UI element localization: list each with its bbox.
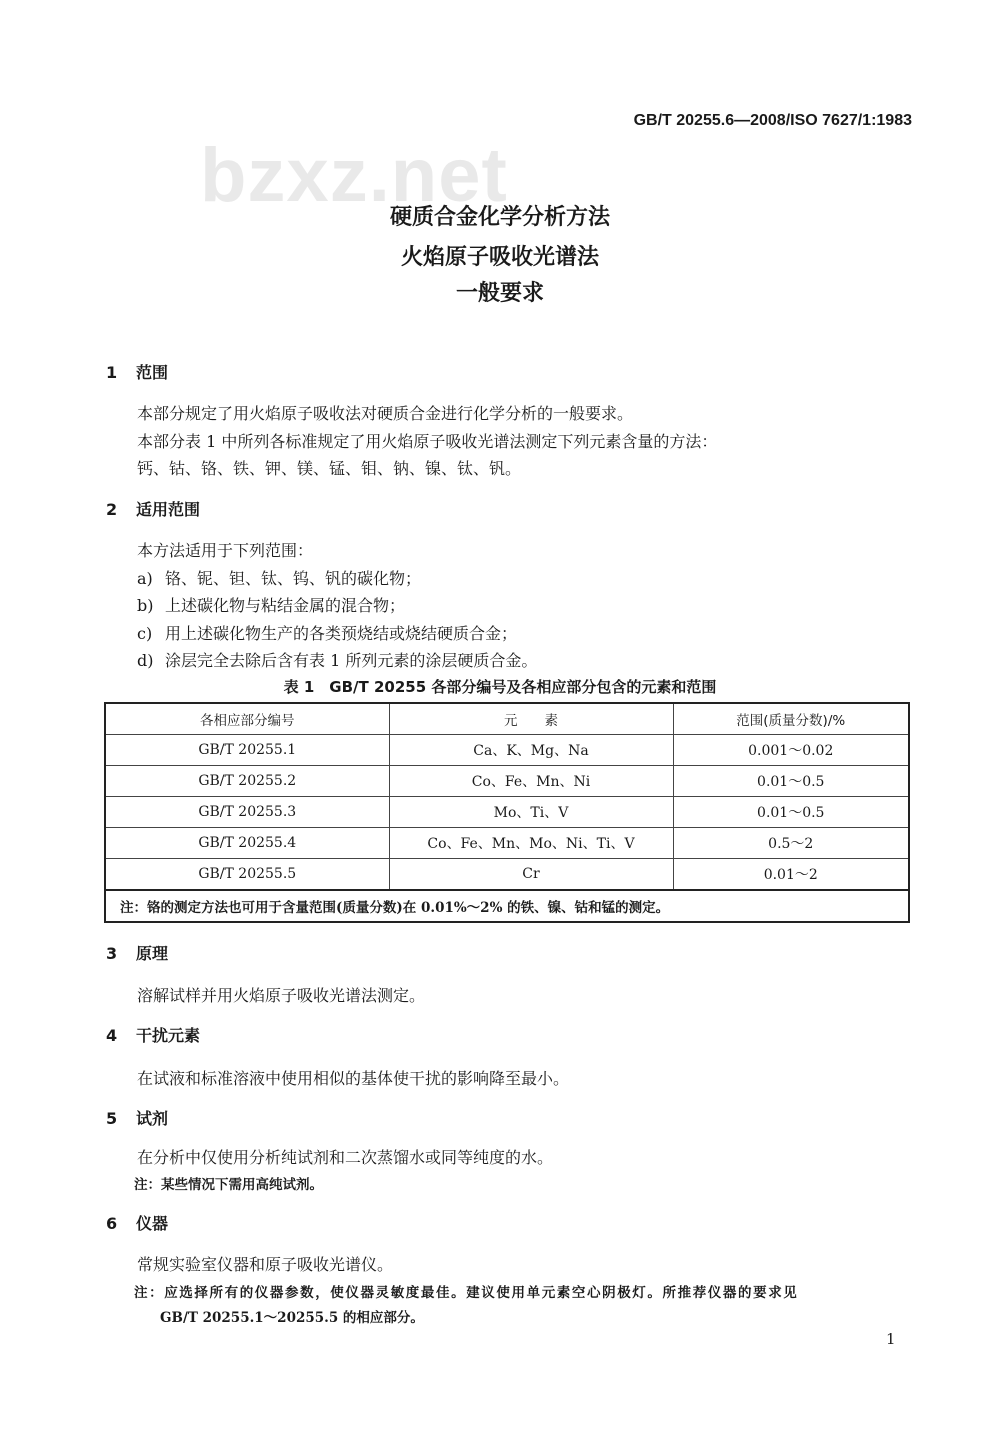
cell: GB/T 20255.5 bbox=[105, 859, 389, 891]
section-heading-6 bbox=[106, 1211, 168, 1234]
paragraph: 本部分规定了用火焰原子吸收法对硬质合金进行化学分析的一般要求。 bbox=[137, 404, 634, 423]
document-title-line-1: 硬质合金化学分析方法 bbox=[389, 205, 610, 230]
section-title: 原理 bbox=[136, 944, 169, 963]
list-marker: d) bbox=[137, 651, 154, 670]
cell: 0.01～2 bbox=[673, 859, 909, 891]
list-marker: b) bbox=[137, 596, 154, 615]
list-item bbox=[137, 593, 405, 616]
watermark: bzxz.net bbox=[200, 133, 508, 218]
list-item bbox=[137, 621, 517, 644]
cell: Ca、K、Mg、Na bbox=[389, 735, 673, 766]
section-heading-5 bbox=[106, 1106, 168, 1129]
cell: Co、Fe、Mn、Mo、Ni、Ti、V bbox=[389, 828, 673, 859]
table-note-row bbox=[105, 890, 909, 922]
section-heading-1 bbox=[106, 360, 168, 383]
table-row bbox=[105, 828, 909, 859]
cell: GB/T 20255.2 bbox=[105, 766, 389, 797]
table-note: 注：铬的测定方法也可用于含量范围(质量分数)在 0.01%～2% 的铁、镍、钴和锰的测定。 bbox=[105, 890, 909, 922]
standard-number-header: GB/T 20255.6—2008/ISO 7627/1:1983 bbox=[633, 112, 912, 129]
section-number: 5 bbox=[106, 1109, 118, 1128]
cell: Cr bbox=[389, 859, 673, 891]
cell: 0.01～0.5 bbox=[673, 797, 909, 828]
table-caption: 表 1 GB/T 20255 各部分编号及各相应部分包含的元素和范围 bbox=[283, 678, 717, 696]
cell: 0.5～2 bbox=[673, 828, 909, 859]
section-number: 6 bbox=[106, 1214, 118, 1233]
list-item bbox=[137, 648, 537, 671]
list-text: 涂层完全去除后含有表 1 所列元素的涂层硬质合金。 bbox=[165, 651, 538, 670]
cell: Co、Fe、Mn、Ni bbox=[389, 766, 673, 797]
list-text: 上述碳化物与粘结金属的混合物； bbox=[165, 596, 406, 615]
section-title: 适用范围 bbox=[136, 500, 201, 519]
table-row bbox=[105, 797, 909, 828]
paragraph: 溶解试样并用火焰原子吸收光谱法测定。 bbox=[137, 986, 426, 1005]
section-heading-3 bbox=[106, 941, 168, 964]
list-marker: c) bbox=[137, 624, 153, 643]
list-marker: a) bbox=[137, 569, 153, 588]
list-item bbox=[137, 566, 421, 589]
paragraph: 钙、钴、铬、铁、钾、镁、锰、钼、钠、镍、钛、钒。 bbox=[137, 459, 522, 478]
section-heading-4 bbox=[106, 1023, 200, 1046]
list-text: 铬、铌、钽、钛、钨、钒的碳化物； bbox=[165, 569, 422, 588]
section-number: 4 bbox=[106, 1026, 118, 1045]
section-number: 2 bbox=[106, 500, 118, 519]
list-text: 用上述碳化物生产的各类预烧结或烧结硬质合金； bbox=[165, 624, 518, 643]
note: 注：应选择所有的仪器参数，使仪器灵敏度最佳。建议使用单元素空心阴极灯。所推荐仪器的要求见 bbox=[134, 1285, 799, 1301]
section-number: 1 bbox=[106, 363, 118, 382]
paragraph: 常规实验室仪器和原子吸收光谱仪。 bbox=[137, 1255, 394, 1274]
elements-table bbox=[104, 702, 910, 923]
paragraph: 本部分表 1 中所列各标准规定了用火焰原子吸收光谱法测定下列元素含量的方法： bbox=[137, 432, 718, 451]
cell: GB/T 20255.1 bbox=[105, 735, 389, 766]
cell: 0.01～0.5 bbox=[673, 766, 909, 797]
section-heading-2 bbox=[106, 497, 200, 520]
document-title-line-2: 火焰原子吸收光谱法 bbox=[400, 245, 599, 270]
section-title: 仪器 bbox=[136, 1214, 169, 1233]
column-header: 范围(质量分数)/% bbox=[673, 703, 909, 735]
paragraph: 在试液和标准溶液中使用相似的基体使干扰的影响降至最小。 bbox=[137, 1069, 570, 1088]
cell: GB/T 20255.4 bbox=[105, 828, 389, 859]
section-title: 范围 bbox=[136, 363, 169, 382]
table-header-row bbox=[105, 703, 909, 735]
column-header: 各相应部分编号 bbox=[105, 703, 389, 735]
table-row bbox=[105, 766, 909, 797]
cell: 0.001～0.02 bbox=[673, 735, 909, 766]
table-row bbox=[105, 735, 909, 766]
cell: Mo、Ti、V bbox=[389, 797, 673, 828]
note: 注：某些情况下需用高纯试剂。 bbox=[134, 1177, 323, 1193]
paragraph: 在分析中仅使用分析纯试剂和二次蒸馏水或同等纯度的水。 bbox=[137, 1148, 554, 1167]
paragraph: 本方法适用于下列范围： bbox=[137, 541, 314, 560]
column-header: 元 素 bbox=[389, 703, 673, 735]
note-continuation: GB/T 20255.1～20255.5 的相应部分。 bbox=[160, 1310, 424, 1326]
cell: GB/T 20255.3 bbox=[105, 797, 389, 828]
page-number: 1 bbox=[886, 1330, 896, 1348]
table-row bbox=[105, 859, 909, 891]
document-title-line-3: 一般要求 bbox=[455, 281, 544, 306]
section-number: 3 bbox=[106, 944, 118, 963]
section-title: 试剂 bbox=[136, 1109, 169, 1128]
section-title: 干扰元素 bbox=[136, 1026, 201, 1045]
